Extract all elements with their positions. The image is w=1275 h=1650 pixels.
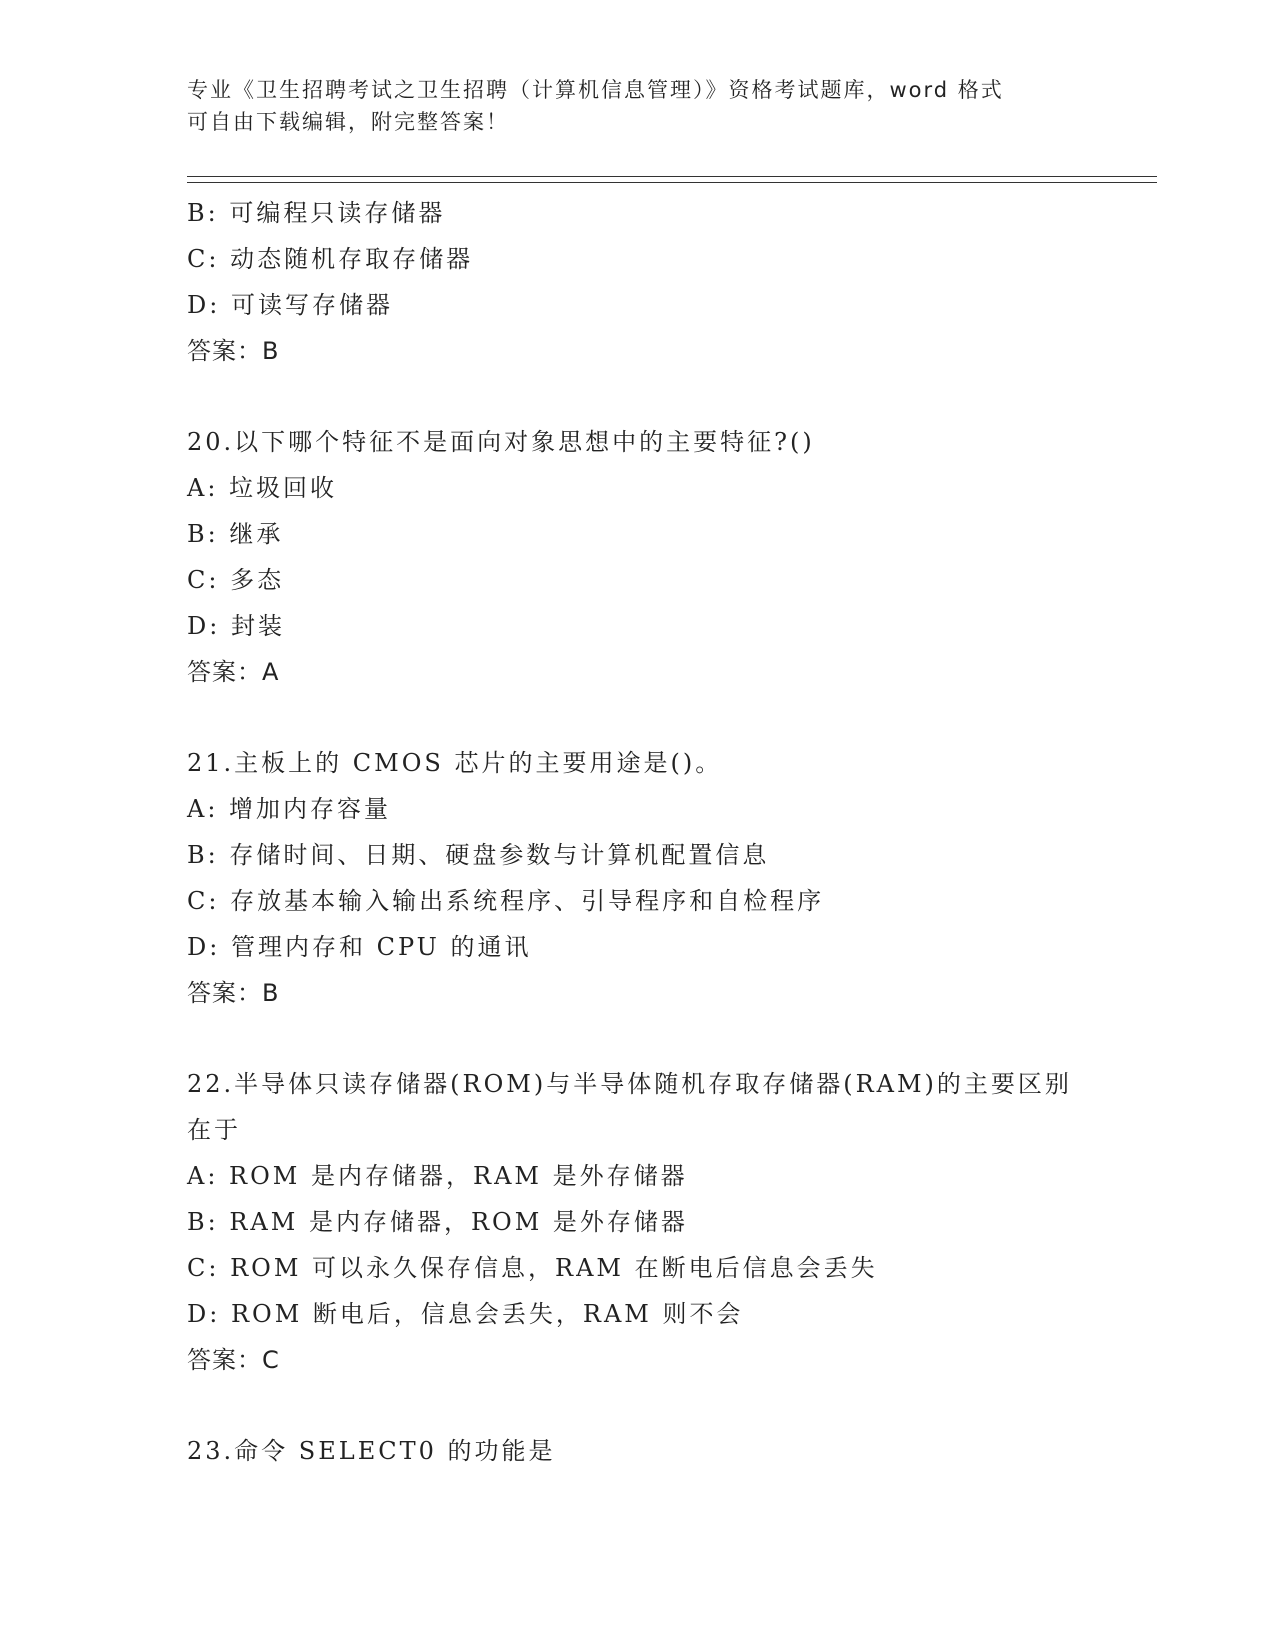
option-b: B: 继承	[187, 520, 284, 548]
option-c: C: 多态	[187, 566, 285, 594]
question-21	[187, 740, 1137, 1016]
option-a: A: 增加内存容量	[187, 795, 392, 823]
answer: 答案：A	[187, 658, 280, 686]
option-b: B: RAM 是内存储器，ROM 是外存储器	[187, 1208, 688, 1236]
question-list	[187, 190, 1137, 1474]
question-22	[187, 1061, 1137, 1383]
option-c: C: ROM 可以永久保存信息，RAM 在断电后信息会丢失	[187, 1254, 878, 1282]
question-stem-line-2: 在于	[187, 1116, 241, 1144]
answer: 答案：C	[187, 1346, 280, 1374]
question-stem: 23.命令 SELECT0 的功能是	[187, 1437, 556, 1465]
option-b: B: 存储时间、日期、硬盘参数与计算机配置信息	[187, 841, 770, 869]
header-divider-top	[187, 176, 1157, 177]
header-title-line-2: 可自由下载编辑，附完整答案！	[187, 110, 509, 134]
answer: 答案：B	[187, 979, 280, 1007]
answer: 答案：B	[187, 337, 280, 365]
option-c: C: 动态随机存取存储器	[187, 245, 474, 273]
question-20	[187, 419, 1137, 695]
question-stem-line-1: 22.半导体只读存储器(ROM)与半导体随机存取存储器(RAM)的主要区别	[187, 1070, 1072, 1098]
question-stem: 21.主板上的 CMOS 芯片的主要用途是()。	[187, 749, 723, 777]
option-a: A: ROM 是内存储器，RAM 是外存储器	[187, 1162, 688, 1190]
option-d: D: 可读写存储器	[187, 291, 393, 319]
question-stem: 20.以下哪个特征不是面向对象思想中的主要特征?()	[187, 428, 815, 456]
document-header	[187, 74, 1087, 138]
option-d: D: 管理内存和 CPU 的通讯	[187, 933, 532, 961]
question-23	[187, 1428, 1137, 1474]
header-divider-bottom	[187, 182, 1157, 183]
header-title-line-1: 专业《卫生招聘考试之卫生招聘（计算机信息管理）》资格考试题库，word 格式	[187, 78, 1004, 102]
option-b: B: 可编程只读存储器	[187, 199, 446, 227]
option-d: D: ROM 断电后，信息会丢失，RAM 则不会	[187, 1300, 744, 1328]
option-c: C: 存放基本输入输出系统程序、引导程序和自检程序	[187, 887, 825, 915]
question-19-tail	[187, 190, 1137, 374]
option-d: D: 封装	[187, 612, 285, 640]
option-a: A: 垃圾回收	[187, 474, 338, 502]
